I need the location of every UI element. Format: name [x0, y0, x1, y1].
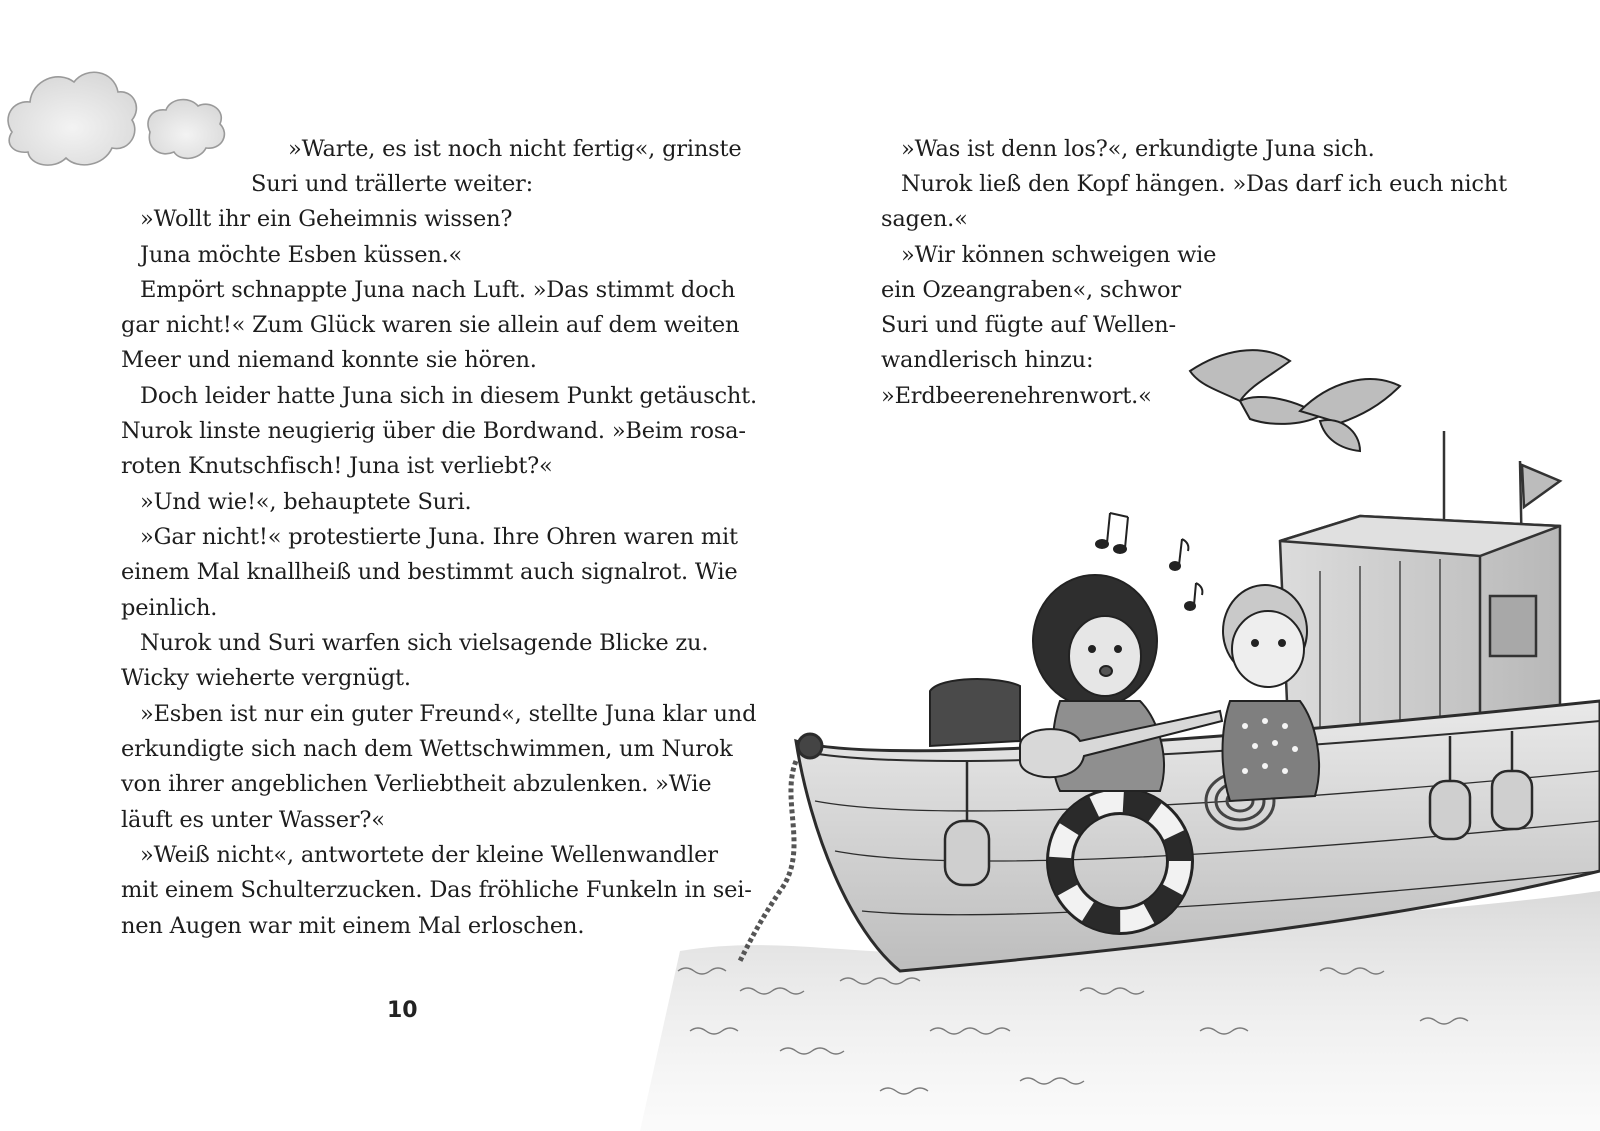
text-line: nen Augen war mit einem Mal erloschen.: [121, 913, 585, 939]
flag-icon: [1522, 465, 1560, 507]
text-line: wandlerisch hinzu:: [881, 347, 1094, 373]
text-line: »Wollt ihr ein Geheimnis wissen?: [140, 206, 513, 232]
page-number: 10: [387, 998, 418, 1023]
cloud-icon: [8, 72, 224, 165]
text-line: »Und wie!«, behauptete Suri.: [140, 489, 472, 515]
text-line: Wicky wieherte vergnügt.: [121, 665, 411, 691]
text-line: Suri und trällerte weiter:: [251, 171, 533, 197]
bag: [930, 679, 1020, 746]
text-line: sagen.«: [881, 206, 968, 232]
text-line: »Weiß nicht«, antwortete der kleine Wellenwandler: [140, 842, 718, 868]
text-line: gar nicht!« Zum Glück waren sie allein auf dem weiten: [121, 312, 740, 338]
text-line: Juna möchte Esben küssen.«: [140, 242, 463, 268]
text-line: »Wir können schweigen wie: [901, 242, 1217, 268]
text-line: »Esben ist nur ein guter Freund«, stellte Juna klar und: [140, 701, 757, 727]
text-line: »Erdbeerenehrenwort.«: [881, 383, 1152, 409]
text-line: Nurok linste neugierig über die Bordwand. »Beim rosa-: [121, 418, 746, 444]
text-line: Nurok und Suri warfen sich vielsagende Blicke zu.: [140, 630, 709, 656]
text-line: Meer und niemand konnte sie hören.: [121, 347, 537, 373]
text-line: von ihrer angeblichen Verliebtheit abzulenken. »Wie: [121, 771, 712, 797]
text-line: Nurok ließ den Kopf hängen. »Das darf ich euch nicht: [901, 171, 1507, 197]
text-line: ein Ozeangraben«, schwor: [881, 277, 1181, 303]
boat-illustration: [600, 331, 1600, 1131]
text-line: Empört schnappte Juna nach Luft. »Das stimmt doch: [140, 277, 736, 303]
seagull-icon: [1190, 350, 1400, 451]
text-line: peinlich.: [121, 595, 218, 621]
clouds-illustration: [0, 60, 240, 180]
rope: [740, 761, 796, 961]
text-line: einem Mal knallheiß und bestimmt auch signalrot. Wie: [121, 559, 738, 585]
text-line: »Was ist denn los?«, erkundigte Juna sich.: [901, 136, 1375, 162]
text-line: erkundigte sich nach dem Wettschwimmen, um Nurok: [121, 736, 733, 762]
text-line: »Warte, es ist noch nicht fertig«, grinste: [288, 136, 742, 162]
text-line: Suri und fügte auf Wellen-: [881, 312, 1176, 338]
text-line: roten Knutschfisch! Juna ist verliebt?«: [121, 453, 553, 479]
text-line: läuft es unter Wasser?«: [121, 807, 385, 833]
text-line: mit einem Schulterzucken. Das fröhliche Funkeln in sei-: [121, 877, 752, 903]
text-line: »Gar nicht!« protestierte Juna. Ihre Ohren waren mit: [140, 524, 738, 550]
text-line: Doch leider hatte Juna sich in diesem Punkt getäuscht.: [140, 383, 757, 409]
